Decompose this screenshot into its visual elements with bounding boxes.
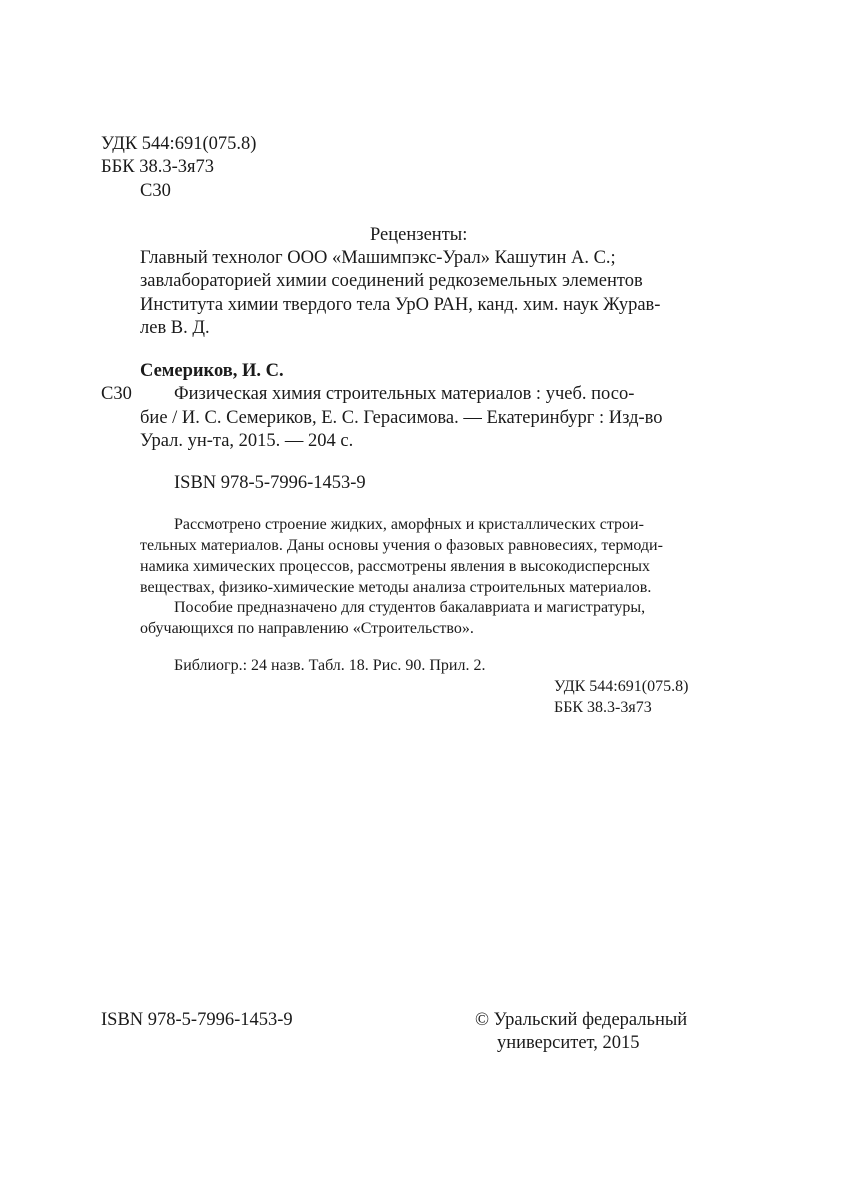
footer-isbn: ISBN 978-5-7996-1453-9 <box>101 1010 293 1030</box>
catalog-description-line-2: бие / И. С. Семериков, Е. С. Герасимова. — Екатеринбург : Изд-во <box>140 408 663 428</box>
reviewers-heading: Рецензенты: <box>370 225 468 245</box>
udk-code: УДК 544:691(075.8) <box>101 134 257 154</box>
catalog-description-line-1: Физическая химия строительных материалов : учеб. посо- <box>174 384 635 404</box>
catalog-isbn: ISBN 978-5-7996-1453-9 <box>174 473 366 493</box>
reviewer-line-1: Главный технолог ООО «Машимпэкс-Урал» Кашутин А. С.; <box>140 248 616 268</box>
annotation-line-2: тельных материалов. Даны основы учения о фазовых равновесиях, термоди- <box>140 537 663 554</box>
annotation-bbk: ББК 38.3-3я73 <box>554 699 652 716</box>
reviewer-line-2: завлабораторией химии соединений редкоземельных элементов <box>140 271 643 291</box>
annotation-line-6: обучающихся по направлению «Строительство». <box>140 620 474 637</box>
bibliography-note: Библиогр.: 24 назв. Табл. 18. Рис. 90. Прил. 2. <box>174 657 486 674</box>
annotation-line-1: Рассмотрено строение жидких, аморфных и кристаллических строи- <box>174 516 644 533</box>
catalog-sign: С30 <box>101 384 132 404</box>
annotation-line-4: веществах, физико-химические методы анализа строительных материалов. <box>140 579 652 596</box>
author-sign: С30 <box>140 181 171 201</box>
reviewer-line-3: Института химии твердого тела УрО РАН, канд. хим. наук Журав- <box>140 295 661 315</box>
annotation-udk: УДК 544:691(075.8) <box>554 678 689 695</box>
copyright-line-1: © Уральский федеральный <box>475 1010 688 1030</box>
catalog-description-line-3: Урал. ун-та, 2015. — 204 с. <box>140 431 354 451</box>
bbk-code: ББК 38.3-3я73 <box>101 157 215 177</box>
reviewer-line-4: лев В. Д. <box>140 318 210 338</box>
copyright-line-2: университет, 2015 <box>497 1033 640 1053</box>
annotation-line-5: Пособие предназначено для студентов бакалавриата и магистратуры, <box>174 599 646 616</box>
annotation-line-3: намика химических процессов, рассмотрены явления в высокодисперсных <box>140 558 651 575</box>
catalog-author: Семериков, И. С. <box>140 361 284 381</box>
